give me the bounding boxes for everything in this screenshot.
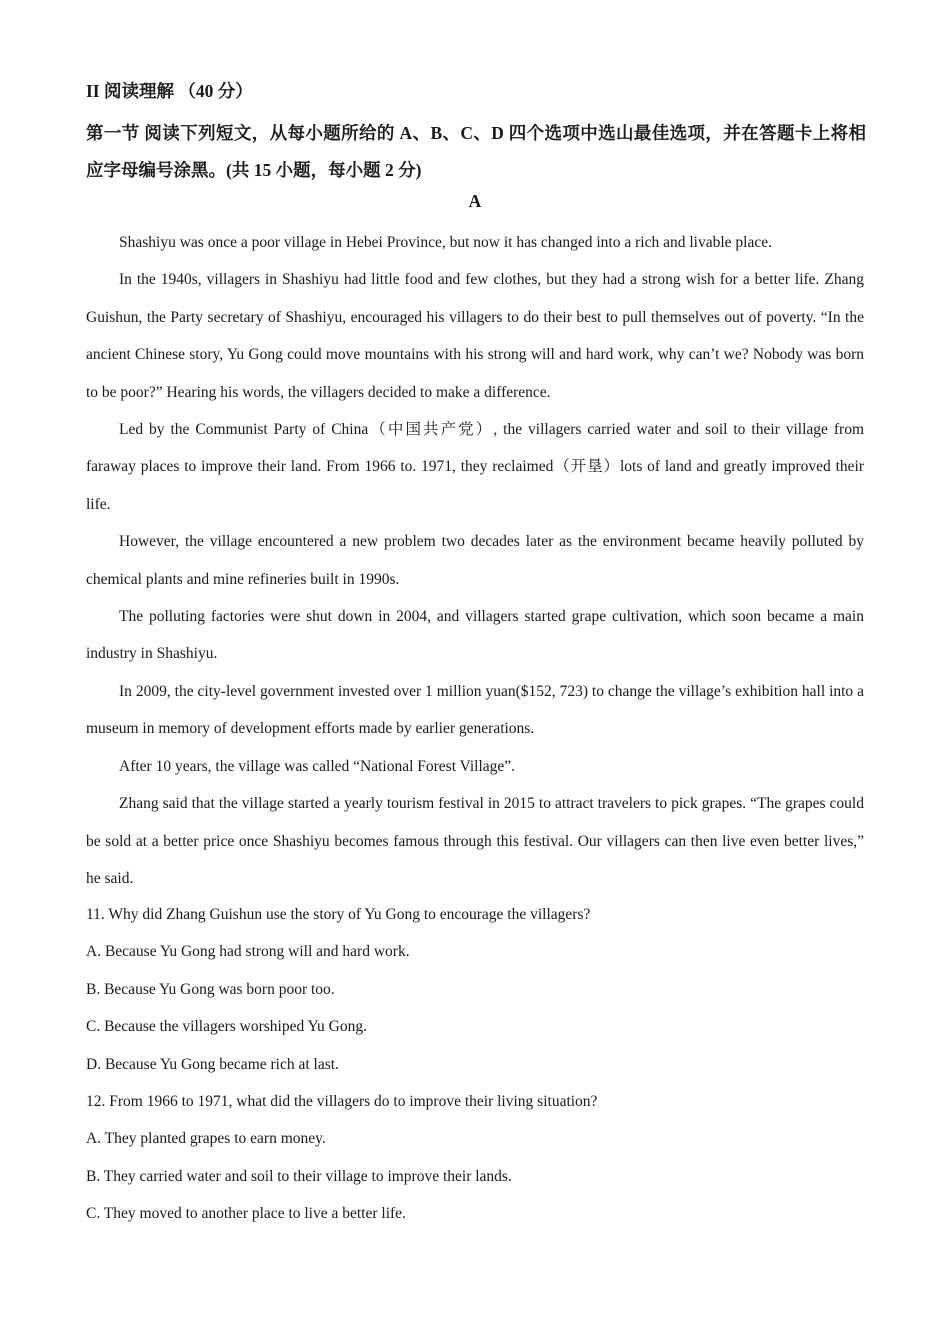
passage-paragraph: After 10 years, the village was called “National Forest Village”. <box>119 757 516 775</box>
question-11-stem: 11. Why did Zhang Guishun use the story of Yu Gong to encourage the villagers? <box>86 906 591 923</box>
section-instructions: 第一节 阅读下列短文，从每小题所给的 A、B、C、D 四个选项中选山最佳选项，并在答题卡上将相应字母编号涂黑。(共 15 小题，每小题 2 分) <box>86 123 866 180</box>
passage-paragraph: However, the village encountered a new problem two decades later as the environment became heavily polluted by chemical plants and mine refineries built in 1990s. <box>86 533 864 588</box>
question-12-option-c: C. They moved to another place to live a better life. <box>86 1205 406 1223</box>
question-12-option-a: A. They planted grapes to earn money. <box>86 1130 326 1148</box>
passage-paragraph: Zhang said that the village started a yearly tourism festival in 2015 to attract travelers to pick grapes. “The grapes could be sold at a better price once Shashiyu becomes famous through this festival. Our villagers can then live even better lives,” he said. <box>86 795 864 887</box>
question-11-option-b: B. Because Yu Gong was born poor too. <box>86 980 335 998</box>
question-11-option-a: A. Because Yu Gong had strong will and hard work. <box>86 943 410 961</box>
question-12-stem: 12. From 1966 to 1971, what did the villagers do to improve their living situation? <box>86 1093 598 1111</box>
passage-paragraph: Led by the Communist Party of China（中国共产党）, the villagers carried water and soil to their village from faraway places to improve their land. From 1966 to. 1971, they reclaimed（开垦）lots of land and greatly improved their life. <box>86 421 864 513</box>
question-11-option-d: D. Because Yu Gong became rich at last. <box>86 1055 339 1073</box>
reading-passage <box>86 224 864 897</box>
passage-paragraph: The polluting factories were shut down in 2004, and villagers started grape cultivation, which soon became a main industry in Shashiyu. <box>86 608 864 663</box>
section-title: II 阅读理解 （40 分） <box>86 81 253 101</box>
question-11-option-c: C. Because the villagers worshiped Yu Gong. <box>86 1018 367 1036</box>
question-list <box>86 896 864 1233</box>
question-12-option-b: B. They carried water and soil to their village to improve their lands. <box>86 1167 512 1185</box>
passage-paragraph: In 2009, the city-level government invested over 1 million yuan($152, 723) to change the village’s exhibition hall into a museum in memory of development efforts made by earlier generations. <box>86 682 864 738</box>
passage-paragraph: Shashiyu was once a poor village in Hebei Province, but now it has changed into a rich and livable place. <box>119 234 772 251</box>
passage-letter: A <box>468 191 482 211</box>
passage-paragraph: In the 1940s, villagers in Shashiyu had little food and few clothes, but they had a strong wish for a better life. Zhang Guishun, the Party secretary of Shashiyu, encouraged his villagers to do their best to pull themselves out of poverty. “In the ancient Chinese story, Yu Gong could move mountains with his strong will and hard work, why can’t we? Nobody was born to be poor?” Hearing his words, the villagers decided to make a difference. <box>86 271 864 401</box>
